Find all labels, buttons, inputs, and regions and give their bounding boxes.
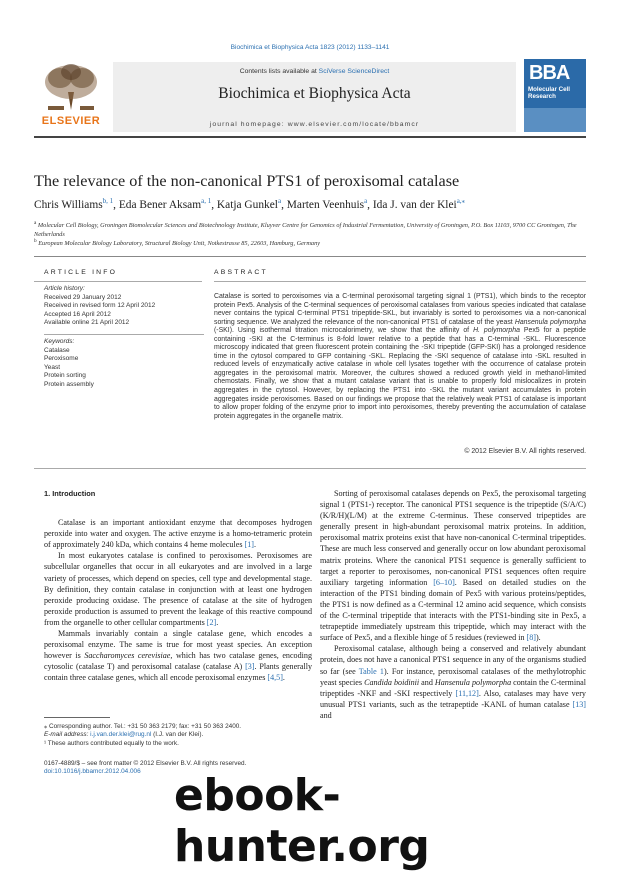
journal-citation[interactable]: Biochimica et Biophysica Acta 1823 (2012) 1133–1141 xyxy=(230,44,390,51)
author-name[interactable]: Eda Bener Aksam xyxy=(118,198,202,211)
email-suffix: (I.J. van der Klei). xyxy=(151,731,204,739)
abstract-heading: ABSTRACT xyxy=(214,269,268,276)
author-separator: , xyxy=(367,198,373,211)
author-name[interactable]: Marten Veenhuis xyxy=(286,198,365,211)
cover-title: BBA xyxy=(529,62,570,84)
footnote-rule xyxy=(44,717,110,718)
keyword: Peroxisome xyxy=(44,355,79,363)
text: , which has two catalase genes, encoding cytosolic (catalase T) and peroxisomal catalase (catalase A) xyxy=(44,651,312,672)
text: . Plants generally contain three catalase genes, which all encode peroxisomal enzymes xyxy=(44,662,313,683)
text: . xyxy=(216,617,219,627)
abstract-text: (-SKI). Using isothermal titration microcalorimetry, we show that the affinity of xyxy=(214,327,474,335)
keyword: Yeast xyxy=(44,363,61,371)
tree-icon xyxy=(40,62,102,112)
author-name[interactable]: Chris Williams xyxy=(34,198,103,211)
text: Catalase is an important antioxidant enzyme that decomposes hydrogen peroxide into water and oxygen. The active enzyme is a homo-tetrameric protein of approximately 240 kDa, which contains 4 heme molecules xyxy=(44,518,312,550)
table-link[interactable]: Table 1 xyxy=(358,666,384,676)
abstract-body xyxy=(214,293,586,421)
text: ). For instance, peroxisomal catalases of the methylotrophic yeast species xyxy=(320,666,586,687)
paragraph xyxy=(320,643,586,721)
history-item: Received 29 January 2012 xyxy=(44,293,122,301)
section-heading: 1. Introduction xyxy=(44,489,96,498)
author-separator: , xyxy=(281,198,287,211)
watermark: ebook-hunter.org xyxy=(174,770,430,872)
reference-link[interactable]: [1] xyxy=(244,540,254,550)
abstract-text: Catalase is sorted to peroxisomes via a C-terminal peroxisomal targeting signal 1 (PTS1), which binds to the receptor protein Pex5. Analysis of the C-terminal sequences of peroxisomal catalases from various species indicated that catalase never contains the typical C-terminal PTS1 tripeptide-SKL, but invariably is sorted to peroxisomes via a non-canonical sorting sequence. We analyzed the relevance of the non-canonical PTS1 of catalase of the yeast xyxy=(214,293,586,326)
text: Sorting of peroxisomal catalases depends on Pex5, the peroxisomal targeting signal 1 (PTS1-) receptor. The canonical PTS1 sequence is the tripeptide (S/A/C)(K/R/H)(L/M) at the extreme C-terminus. These conserved tripeptides are generally present in high-abundant peroxisomal matrix proteins. In addition, peroxisomal matrix proteins exist that have non-canonical C-terminal tripeptides. These are much less conserved and generally occur on low abundant peroxisomal matrix proteins. Where the canonical PTS1 sequence is generally sufficient to target a reporter to peroxisomes, non-canonical PTS1 sequences often require auxiliary targeting information xyxy=(320,489,586,587)
text: and xyxy=(419,677,435,687)
text: Peroxisomal catalase, although being a conserved and relatively abundant protein, does not have a canonical PTS1 sequence in any of the organisms studied so far (see xyxy=(320,644,586,676)
corresponding-author-note: ⁎ Corresponding author. Tel.: +31 50 363 2179; fax: +31 50 363 2400. xyxy=(44,723,242,730)
journal-homepage[interactable]: journal homepage: www.elsevier.com/locate/bbamcr xyxy=(209,121,420,128)
copyright-notice: © 2012 Elsevier B.V. All rights reserved. xyxy=(464,448,586,455)
abstract-end-rule xyxy=(34,468,586,469)
text: . Also, catalases may have very unusual PTS1 variants, such as the tetrapeptide -KANL of human catalase xyxy=(320,688,586,709)
author-affiliation-mark[interactable]: a xyxy=(364,197,368,205)
author-affiliation-mark[interactable]: a,⁎ xyxy=(456,197,466,205)
author-separator: , xyxy=(211,198,217,211)
contents-line xyxy=(113,68,516,75)
front-matter-line: 0167-4889/$ – see front matter © 2012 Elsevier B.V. All rights reserved. xyxy=(44,760,247,767)
author-name[interactable]: Katja Gunkel xyxy=(216,198,278,211)
text: and xyxy=(320,710,332,720)
journal-title: Biochimica et Biophysica Acta xyxy=(218,85,411,102)
paragraph xyxy=(320,488,586,643)
history-item: Available online 21 April 2012 xyxy=(44,319,130,327)
history-item: Received in revised form 12 April 2012 xyxy=(44,302,156,310)
equal-contribution-note: ¹ These authors contributed equally to the work. xyxy=(44,739,179,747)
reference-link[interactable]: [6–10] xyxy=(433,577,455,587)
section-rule xyxy=(34,256,586,257)
affiliation-mark: a xyxy=(34,220,37,226)
affiliation-text: European Molecular Biology Laboratory, Structural Biology Unit, Notkestrasse 85, 22603, Hamburg, Germany xyxy=(38,240,321,248)
keyword: Protein sorting xyxy=(44,372,86,380)
publisher-name: ELSEVIER xyxy=(41,115,101,127)
sciencedirect-link[interactable]: SciVerse ScienceDirect xyxy=(318,68,390,75)
text: Mammals invariably contain a single catalase gene, which encodes a peroxisomal enzyme. The same is true for most yeast species. An exception however is xyxy=(44,629,312,661)
affiliation-b xyxy=(34,237,586,249)
keywords-label: Keywords: xyxy=(44,338,75,345)
paragraph xyxy=(44,517,312,550)
text: contain the C-terminal tripeptides -NKF and -SKI respectively xyxy=(320,677,586,698)
reference-link[interactable]: [3] xyxy=(245,662,255,672)
text: ). xyxy=(535,633,541,643)
paragraph xyxy=(44,550,312,628)
reference-link[interactable]: [8] xyxy=(526,633,536,643)
right-column xyxy=(320,488,586,721)
affiliation-mark: b xyxy=(34,238,37,244)
keyword: Protein assembly xyxy=(44,380,94,388)
footnotes xyxy=(44,723,312,748)
paragraph xyxy=(44,628,312,683)
text: . Based on detailed studies on the interaction of the PTS1 binding domain of Pex5 with various proteins/peptides, the PTS1 is now defined as a C-terminal 12 amino acid sequence, which consists of the C-terminal tripeptide that interacts with the PTS1-binding site in Pex5, a tetrapeptide immediately upstream this tripeptide, which may interact with the surface of Pex5, and a flexible hinge of 5 residues (reviewed in xyxy=(320,577,586,643)
reference-link[interactable]: [13] xyxy=(572,699,586,709)
doi-link[interactable]: doi:10.1016/j.bbamcr.2012.04.006 xyxy=(44,768,141,776)
abstract-text: Pex5 for a peptide containing -SKI at the C-terminus is 8-fold lower relative to a peptide that has a C-terminal -SKL. Fluorescence microscopy indicated that green fluorescent protein containing the -SKI tripeptide (GFP-SKI) has a prolonged residence time in the cytosol compared to GFP containing -SKL. Replacing the -SKI sequence of catalase into -SKL resulted in reduced levels of enzymatically active catalase in whole cell lysates together with the occurrence of catalase protein aggregates in the peroxisomal matrix. Moreover, the cultures showed a reduced growth yield in methanol-limited chemostats. Finally, we show that a mutant catalase variant that is unable to properly fold mislocalizes in protein aggregates in the cytosol. However, by replacing the PTS1 into -SKL the mutant variant accumulates in protein aggregates inside peroxisomes. Based on our findings we propose that the relatively weak PTS1 of catalase is important to allow proper folding of the enzyme prior to import into peroxisomes, thereby preventing the accumulation of catalase protein aggregates in the organelle matrix. xyxy=(214,327,587,420)
email-label: E-mail address: xyxy=(44,731,91,739)
cover-stripe xyxy=(524,108,586,132)
left-column xyxy=(44,488,312,684)
article-info-rule xyxy=(34,281,202,282)
species-name: Saccharomyces cerevisiae xyxy=(84,651,171,661)
contents-prefix: Contents lists available at xyxy=(239,68,319,75)
species-name: Candida boidinii xyxy=(364,677,420,687)
reference-link[interactable]: [2] xyxy=(206,617,217,627)
author-separator: , xyxy=(113,198,119,211)
species-name: Hansenula polymorpha xyxy=(514,318,586,326)
keyword: Catalase xyxy=(44,346,70,354)
keywords-block xyxy=(44,338,204,390)
text: . xyxy=(282,673,285,683)
history-item: Accepted 16 April 2012 xyxy=(44,310,111,318)
email-note xyxy=(44,731,312,739)
cover-subtitle: Molecular Cell Research xyxy=(528,86,570,100)
header-rule xyxy=(34,136,586,138)
affiliation-text: Molecular Cell Biology, Groningen Biomolecular Sciences and Biotechnology Institute, Kluyver Centre for Genomics of Industrial Fermentation, University of Groningen, P.O. Box 11103, 9700 CC Groningen, The Netherlands xyxy=(34,222,577,238)
author-affiliation-mark[interactable]: a xyxy=(277,197,282,205)
journal-cover-image xyxy=(524,59,586,132)
elsevier-logo xyxy=(34,60,108,132)
reference-link[interactable]: [4,5] xyxy=(267,673,283,683)
abstract-rule xyxy=(214,281,586,282)
email-link[interactable]: i.j.van.der.klei@rug.nl xyxy=(90,731,152,739)
article-info-heading: ARTICLE INFO xyxy=(44,269,118,276)
reference-link[interactable]: [11,12] xyxy=(455,688,479,698)
history-label: Article history: xyxy=(44,285,85,292)
text: . xyxy=(253,540,256,550)
author-affiliation-mark[interactable]: b, 1 xyxy=(102,197,114,205)
keywords-rule xyxy=(44,334,204,335)
species-name: H. polymorpha xyxy=(473,327,520,335)
article-history xyxy=(44,285,204,328)
species-name: Hansenula polymorpha xyxy=(434,677,512,687)
author-affiliation-mark[interactable]: a, 1 xyxy=(201,197,212,205)
article-title: The relevance of the non-canonical PTS1 of peroxisomal catalase xyxy=(34,172,460,190)
author-list xyxy=(34,197,594,211)
text: In most eukaryotes catalase is confined to peroxisomes. Peroxisomes are subcellular organelles that occur in all eukaryotes and are involved in a large variety of processes, which depend on species, cell type and developmental stage. By definition, they contain catalase in conjunction with at least one hydrogen peroxide producing oxidase. The presence of catalase at the site of hydrogen peroxide production is assumed to prevent the leakage of this reactive compound from the organelle to other cellular compartments xyxy=(44,551,312,627)
author-name[interactable]: Ida J. van der Klei xyxy=(372,198,457,211)
